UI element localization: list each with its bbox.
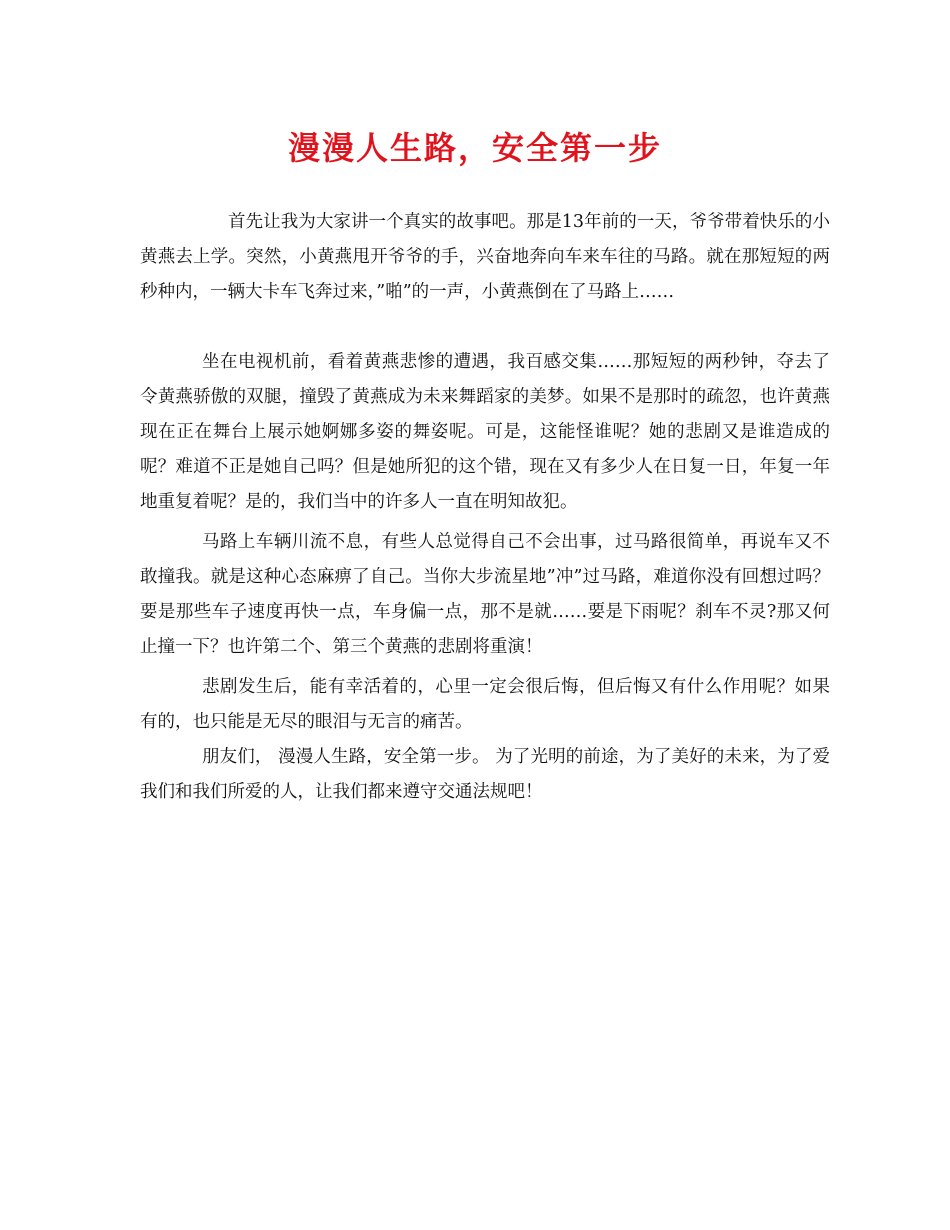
paragraph-story: 首先让我为大家讲一个真实的故事吧。那是13年前的一天，爷爷带着快乐的小黄燕去上学。突然，小黄燕甩开爷爷的手，兴奋地奔向车来车往的马路。就在那短短的两秒种内，一辆大卡车飞奔过来，”啪”的一声，小黄燕倒在了马路上…… xyxy=(140,212,830,302)
paragraph-traffic: 马路上车辆川流不息，有些人总觉得自己不会出事，过马路很简单，再说车又不敢撞我。就是这种心态麻痹了自己。当你大步流星地”冲”过马路，难道你没有回想过吗？要是那些车子速度再快一点，车身偏一点，那不是就……要是下雨呢？刹车不灵?那又何止撞一下？也许第二个、第三个黄燕的悲剧将重演！ xyxy=(140,532,830,657)
paragraph-regret: 悲剧发生后，能有幸活着的，心里一定会很后悔，但后悔又有什么作用呢？如果有的，也只能是无尽的眼泪与无言的痛苦。 xyxy=(140,677,830,732)
document-title: 漫漫人生路，安全第一步 xyxy=(287,129,662,167)
paragraph-conclusion: 朋友们， 漫漫人生路，安全第一步。 为了光明的前途，为了美好的未来，为了爱我们和我们所爱的人，让我们都来遵守交通法规吧！ xyxy=(140,747,830,802)
paragraph-reflection: 坐在电视机前，看着黄燕悲惨的遭遇，我百感交集……那短短的两秒钟，夺去了令黄燕骄傲的双腿，撞毁了黄燕成为未来舞蹈家的美梦。如果不是那时的疏忽，也许黄燕现在正在舞台上展示她婀娜多姿的舞姿呢。可是，这能怪谁呢？她的悲剧又是谁造成的呢？难道不正是她自己吗？但是她所犯的这个错，现在又有多少人在日复一日，年复一年地重复着呢？是的，我们当中的许多人一直在明知故犯。 xyxy=(140,352,830,512)
